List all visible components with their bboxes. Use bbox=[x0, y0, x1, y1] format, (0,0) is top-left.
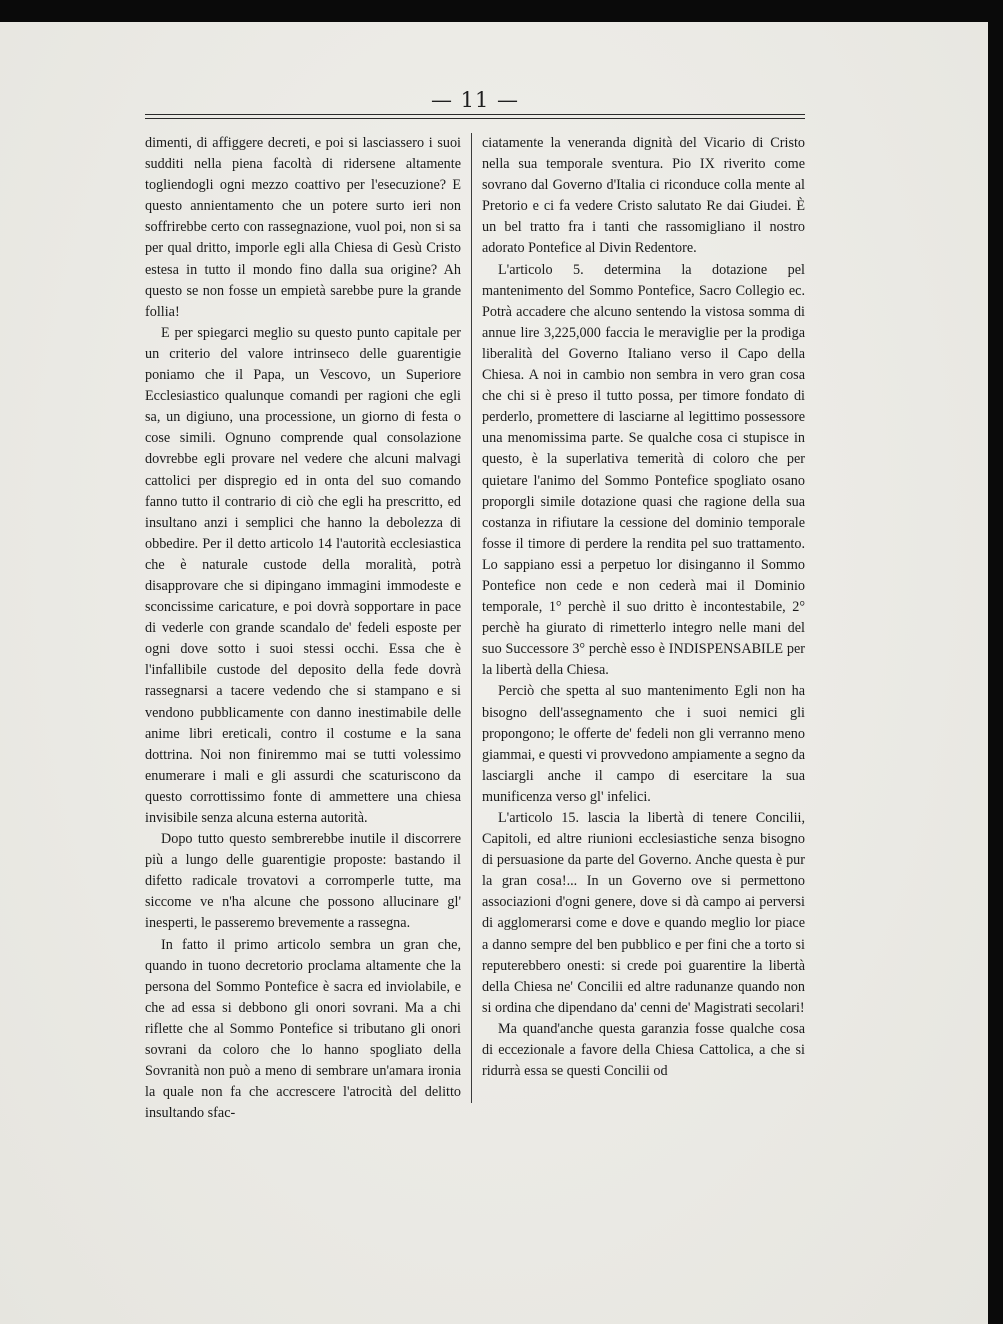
paragraph: Ma quand'anche questa garanzia fosse qualche cosa di eccezionale a favore della Chiesa Cattolica, a che si ridurrà essa se questi Concilii od bbox=[482, 1020, 805, 1080]
paragraph: L'articolo 5. determina la dotazione pel mantenimento del Sommo Pontefice, Sacro Collegio ec. Potrà accadere che alcuno sentendo la vistosa somma di annue lire 3,225,000 faccia le meraviglie per la prodiga liberalità del Governo Italiano verso il Capo della Chiesa. A noi in cambio non sembra in vero gran cosa che chi si è preso il tutto possa, per timore fondato di perderlo, promettere di lasciarne al legittimo possessore una menomissima parte. Se qualche cosa ci stupisce in questo, è la superlativa temerità di coloro che per quietare l'animo del Sommo Pontefice spogliato osano proporgli simile dotazione quasi che ragione della sua costanza in rifiutare la cessione del dominio temporale fosse il timore di perdere la rendita pel suo trattamento. Lo sappiano essi a perpetuo lor disinganno il Sommo Pontefice non cede e non cederà mai il Dominio temporale, 1° perchè il suo dritto è incontestabile, 2° perchè ha giurato di rimetterlo integro nelle mani del suo Successore 3° perchè esso è INDISPENSABILE per la libertà della Chiesa. bbox=[482, 261, 805, 679]
header-rule-thin bbox=[145, 118, 805, 119]
paragraph: ciatamente la veneranda dignità del Vicario di Cristo nella sua temporale sventura. Pio IX riverito come sovrano dal Governo d'Italia ci riconduce colla mente al Pretorio e ci fa vedere Cristo salutato Re dai Giudei. È un bel tratto fra i tanti che rassomigliano il nostro adorato Pontefice al Divin Redentore. bbox=[482, 135, 805, 257]
paragraph: dimenti, di affiggere decreti, e poi si lasciassero i suoi sudditi nella piena facoltà di ridersene altamente togliendogli ogni mezzo coattivo per l'esecuzione? E questo annientamento che un potere surto ieri non soffrirebbe certo con rassegnazione, vuol poi, non si sa per qual dritto, imporle egli alla Chiesa di Gesù Cristo estesa in tutto il mondo fino dalla sua origine? Ah questo se non fosse un empietà sarebbe pure la grande follia! bbox=[145, 135, 461, 320]
right-column bbox=[482, 133, 805, 1082]
page-header bbox=[145, 88, 805, 118]
header-rule bbox=[145, 114, 805, 115]
left-column bbox=[145, 133, 461, 1124]
paragraph: In fatto il primo articolo sembra un gran che, quando in tuono decretorio proclama altamente che la persona del Sommo Pontefice è sacra ed inviolabile, e che ad essa si debbono gli onori sovrani. Ma a chi riflette che al Sommo Pontefice si tributano gli onori sovrani da coloro che lo hanno spogliato della Sovranità non può a meno di sembrare un'amara ironia la quale non fa che accrescere l'atrocità del delitto insultando sfac- bbox=[145, 936, 461, 1122]
paragraph: L'articolo 15. lascia la libertà di tenere Concilii, Capitoli, ed altre riunioni ecclesiastiche senza bisogno di persuasione da parte del Governo. Anche questa è pur la gran cosa!... In un Governo ove si permettono associazioni d'ogni genere, dove si dà campo ai perversi di agglomerarsi come e dove e quando meglio lor piace a danno sempre del ben pubblico e per fini che a torto si reputerebbero onesti: si crede poi guarentire la libertà della Chiesa ne' Concilii ed altre radunanze quando non si ordina che dipendano da' cenni de' Magistrati secolari! bbox=[482, 810, 805, 1016]
paragraph: Dopo tutto questo sembrerebbe inutile il discorrere più a lungo delle guarentigie proposte: bastando il difetto radicale trovatovi a corromperle tutte, ma siccome ve n'ha alcune che possono allucinare gl' inesperti, le passeremo brevemente a rassegna. bbox=[145, 831, 461, 932]
paragraph: E per spiegarci meglio su questo punto capitale per un criterio del valore intrinseco delle guarentigie poniamo che il Papa, un Vescovo, un Superiore Ecclesiastico qualunque comandi per ragioni che egli sa, un digiuno, una processione, un giorno di festa o cose simili. Ognuno comprende qual consolazione dovrebbe egli provare nel vedere che alcuni malvagi cattolici per dispregio ed in onta del suo comando fanno tutto il contrario di ciò che egli ha prescritto, ed insultano anzi i semplici che hanno la debolezza di obbedire. Per il detto articolo 14 l'autorità ecclesiastica che è naturale custode della moralità, potrà disapprovare che si dipingano immagini immodeste e sconcissime caricature, e poi dovrà sopportare in pace di vederle con grande scandalo de' fedeli esposte per ogni dove sotto i suoi stessi occhi. Essa che è l'infallibile custode del deposito della fede dovrà rassegnarsi a tacere vedendo che si stampano e si vendono pubblicamente con danno inestimabile delle anime libri ereticali, contro il costume e la sana dottrina. Noi non finiremmo mai se tutti volessimo enumerare i mali e gli assurdi che scaturiscono da questo corrottissimo fonte di ammettere una chiesa invisibile senza alcuna esterna autorità. bbox=[145, 324, 461, 826]
column-divider bbox=[471, 133, 472, 1103]
paragraph: Perciò che spetta al suo mantenimento Egli non ha bisogno dell'assegnamento che i suoi nemici gli propongono; le offerte de' fedeli non gli verranno meno giammai, e questi vi provvedono ampiamente a segno da lasciargli anche il campo di esercitare la sua munificenza verso gl' infelici. bbox=[482, 683, 805, 805]
page-number: — 11 — bbox=[430, 88, 520, 112]
